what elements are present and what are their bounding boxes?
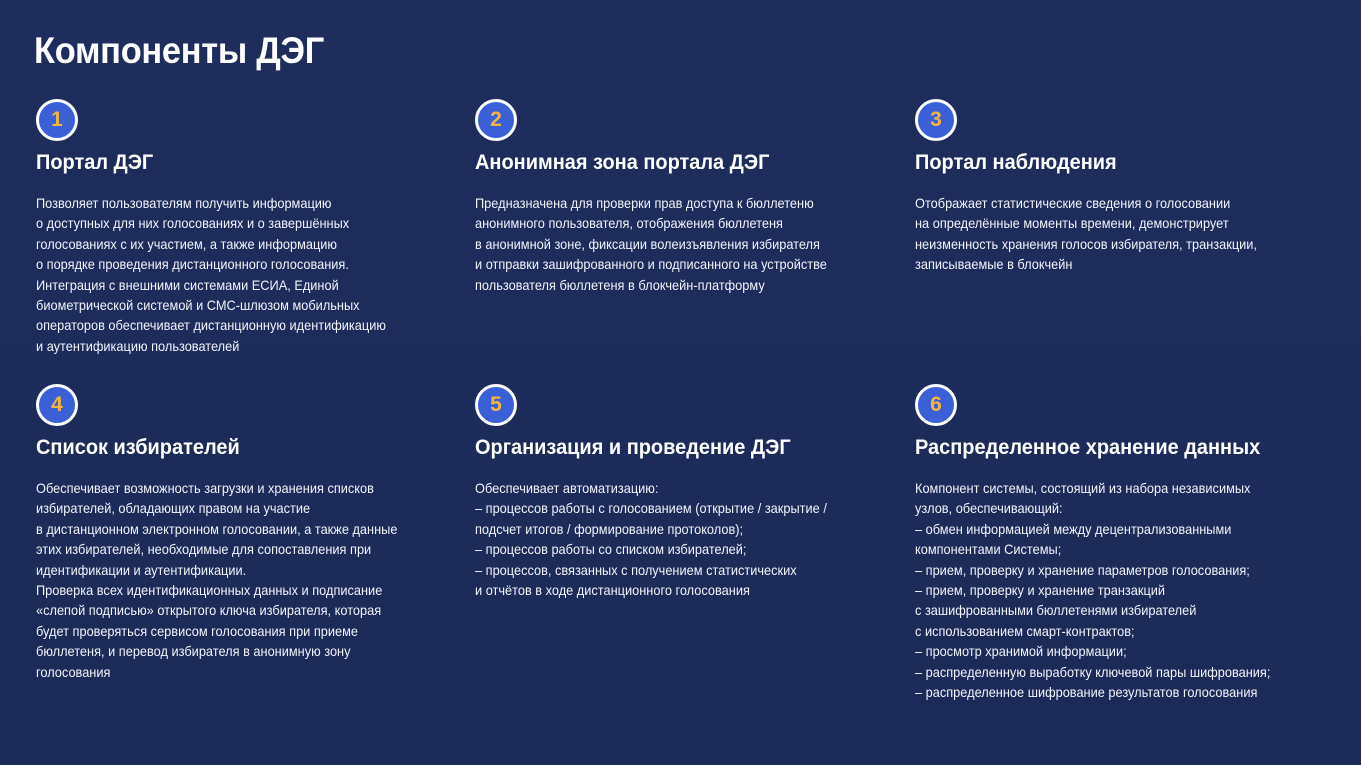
card-description xyxy=(915,194,1347,276)
description-line: будет проверяться сервисом голосования при приеме xyxy=(36,623,359,639)
description-line: – прием, проверку и хранение параметров голосования; xyxy=(915,562,1250,578)
number-badge: 6 xyxy=(915,384,957,426)
description-line: – распределенную выработку ключевой пары шифрования; xyxy=(915,664,1271,680)
description-line: и аутентификацию пользователей xyxy=(36,338,240,354)
description-line: идентификации и аутентификации. xyxy=(36,562,247,578)
description-line: избирателей, обладающих правом на участие xyxy=(36,501,311,517)
description-line: Проверка всех идентификационных данных и подписание xyxy=(36,583,383,599)
card-description xyxy=(475,479,907,601)
description-line: биометрической системой и СМС-шлюзом мобильных xyxy=(36,298,360,314)
description-line: – процессов, связанных с получением статистических xyxy=(475,562,797,578)
description-line: «слепой подписью» открытого ключа избирателя, которая xyxy=(36,603,382,619)
description-line: в анонимной зоне, фиксации волеизъявления избирателя xyxy=(475,236,820,252)
card-description xyxy=(915,479,1347,703)
description-line: с использованием смарт-контрактов; xyxy=(915,623,1135,639)
description-line: – прием, проверку и хранение транзакций xyxy=(915,583,1166,599)
description-line: Компонент системы, состоящий из набора независимых xyxy=(915,481,1251,496)
page-title: Компоненты ДЭГ xyxy=(34,30,324,71)
description-line: о порядке проведения дистанционного голосования. xyxy=(36,257,349,273)
number-badge: 4 xyxy=(36,384,78,426)
number-badge: 3 xyxy=(915,99,957,141)
description-line: – просмотр хранимой информации; xyxy=(915,644,1127,660)
description-line: Интеграция с внешними системами ЕСИА, Единой xyxy=(36,277,339,293)
description-line: этих избирателей, необходимые для сопоставления при xyxy=(36,542,372,558)
description-line: Отображает статистические сведения о голосовании xyxy=(915,196,1231,211)
description-line: голосованиях с их участием, а также информацию xyxy=(36,236,338,252)
description-line: бюллетеня, и перевод избирателя в анонимную зону xyxy=(36,644,351,660)
card-title: Список избирателей xyxy=(36,436,240,459)
description-line: с зашифрованными бюллетенями избирателей xyxy=(915,603,1197,619)
number-badge: 1 xyxy=(36,99,78,141)
card-title: Распределенное хранение данных xyxy=(915,436,1261,459)
description-line: – процессов работы со списком избирателей; xyxy=(475,542,747,558)
description-line: неизменность хранения голосов избирателя, транзакции, xyxy=(915,236,1257,252)
description-line: – распределенное шифрование результатов голосования xyxy=(915,685,1258,701)
description-line: пользователя бюллетеня в блокчейн-платформу xyxy=(475,277,765,293)
card-description xyxy=(36,194,468,357)
card-description xyxy=(475,194,907,296)
description-line: Обеспечивает возможность загрузки и хранения списков xyxy=(36,481,374,496)
description-line: узлов, обеспечивающий: xyxy=(915,501,1063,517)
description-line: голосования xyxy=(36,664,111,680)
description-line: на определённые моменты времени, демонстрирует xyxy=(915,216,1229,232)
number-badge: 2 xyxy=(475,99,517,141)
description-line: записываемые в блокчейн xyxy=(915,257,1073,273)
card-title: Портал ДЭГ xyxy=(36,151,154,174)
description-line: – обмен информацией между децентрализованными xyxy=(915,521,1232,537)
description-line: подсчет итогов / формирование протоколов); xyxy=(475,521,744,537)
description-line: в дистанционном электронном голосовании, а также данные xyxy=(36,521,398,537)
description-line: и отчётов в ходе дистанционного голосования xyxy=(475,583,750,599)
card-description xyxy=(36,479,468,683)
card-title: Анонимная зона портала ДЭГ xyxy=(475,151,770,174)
description-line: и отправки зашифрованного и подписанного на устройстве xyxy=(475,257,827,273)
description-line: анонимного пользователя, отображения бюллетеня xyxy=(475,216,783,232)
card-title: Портал наблюдения xyxy=(915,151,1117,174)
description-line: операторов обеспечивает дистанционную идентификацию xyxy=(36,318,386,334)
description-line: – процессов работы с голосованием (открытие / закрытие / xyxy=(475,501,827,517)
card-title: Организация и проведение ДЭГ xyxy=(475,436,791,459)
description-line: Предназначена для проверки прав доступа к бюллетеню xyxy=(475,196,814,211)
number-badge: 5 xyxy=(475,384,517,426)
description-line: о доступных для них голосованиях и о завершённых xyxy=(36,216,350,232)
description-line: Обеспечивает автоматизацию: xyxy=(475,481,659,496)
description-line: компонентами Системы; xyxy=(915,542,1062,558)
description-line: Позволяет пользователям получить информацию xyxy=(36,196,332,211)
